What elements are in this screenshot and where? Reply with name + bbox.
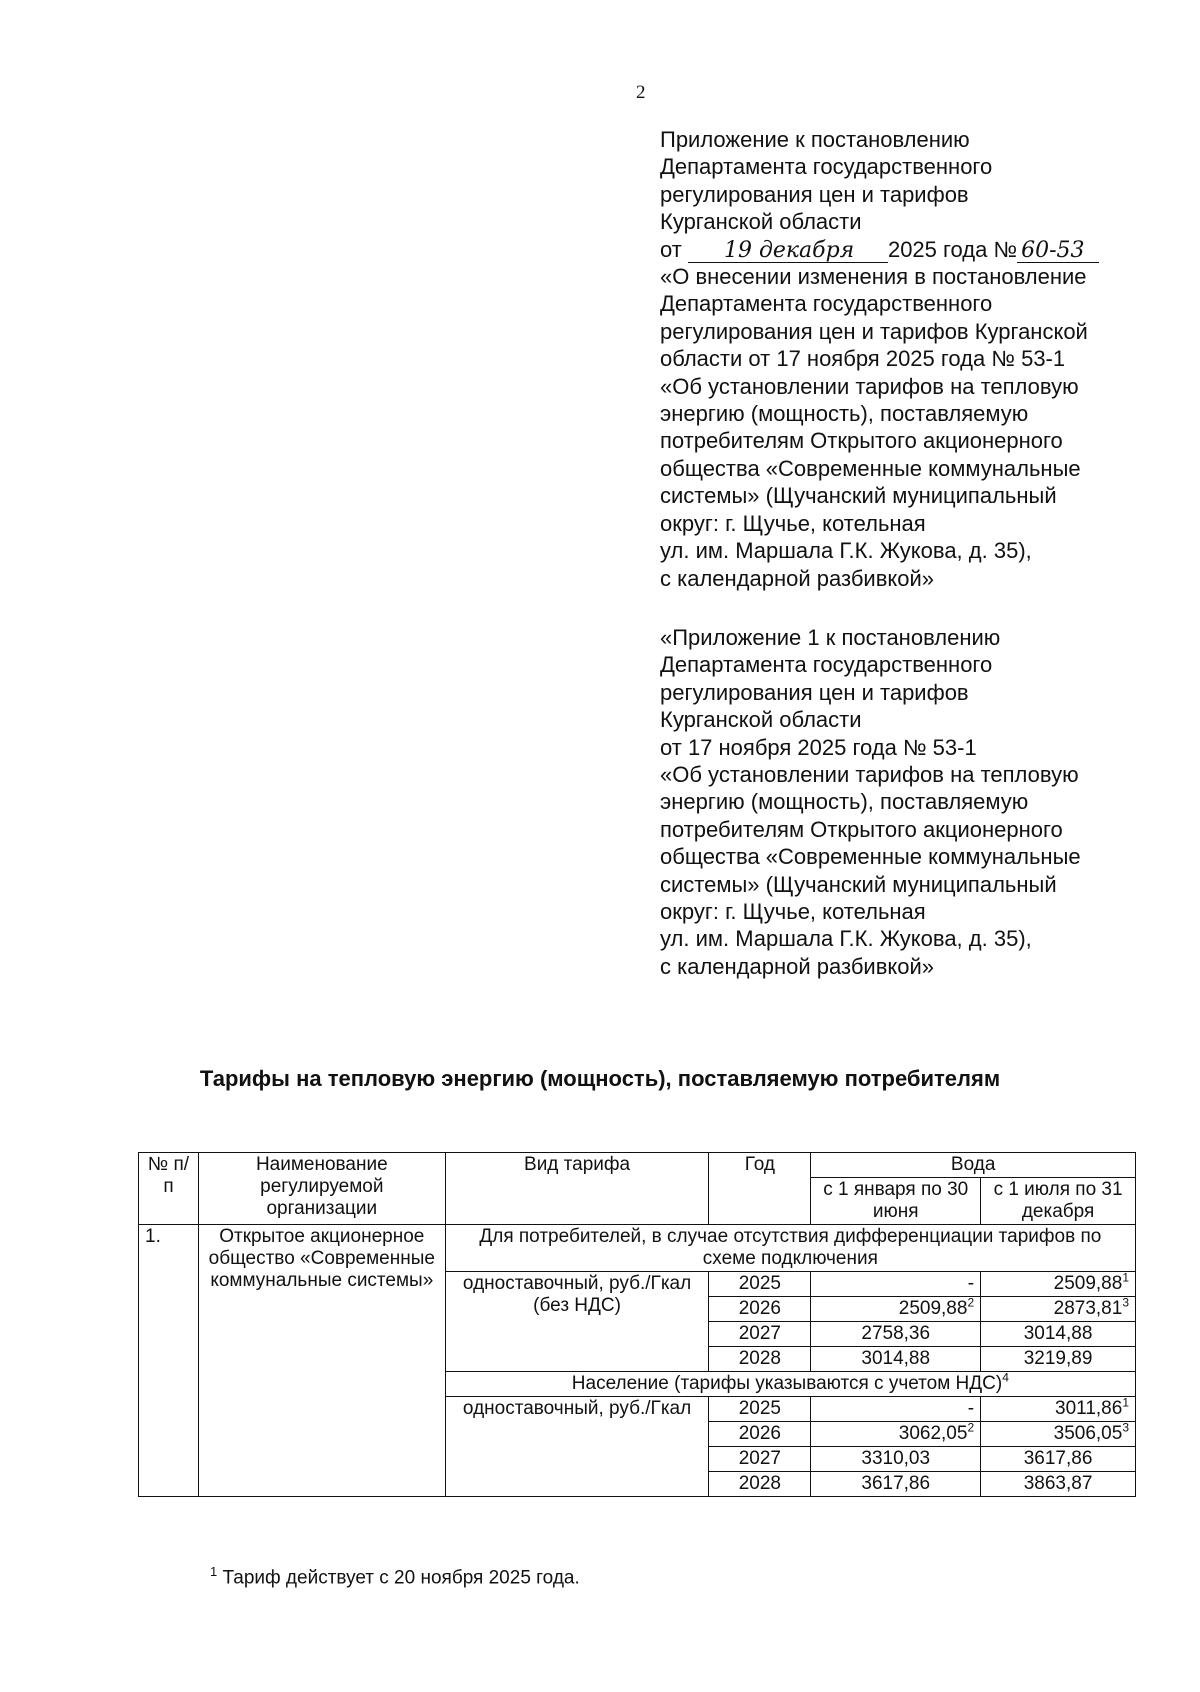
value-cell: -: [811, 1397, 981, 1422]
appendix1-line: Департамента государственного: [660, 652, 993, 678]
footnote-text: Тариф действует с 20 ноября 2025 года.: [222, 1567, 580, 1589]
table-title: Тарифы на тепловую энергию (мощность), поставляемую потребителям: [199, 1066, 1001, 1091]
appendix1-line: округ: г. Щучье, котельная: [660, 899, 926, 925]
year-cell: 2025: [709, 1272, 811, 1297]
value-cell: 3011,86$^1$: [981, 1397, 1136, 1422]
appendix-line: регулирования цен и тарифов: [660, 181, 969, 207]
header-type: Вид тарифа: [445, 1153, 709, 1225]
value-cell: 3506,05$^3$: [981, 1422, 1136, 1447]
header-num: № п/п: [139, 1153, 199, 1225]
appendix-line: Приложение к постановлению: [660, 127, 970, 152]
value-cell: 3617,86: [981, 1447, 1136, 1472]
year-cell: 2026: [709, 1297, 811, 1322]
appendix1-line: потребителям Открытого акционерного: [660, 816, 1063, 842]
header-year: Год: [709, 1153, 811, 1225]
footnote-mark: 1: [210, 1564, 218, 1579]
section2-type: одноставочный, руб./Гкал: [445, 1397, 709, 1497]
value-cell: 2758,36: [811, 1322, 981, 1347]
value-cell: 2509,88$^1$: [981, 1272, 1136, 1297]
appendix1-line: энергию (мощность), поставляемую: [660, 789, 1029, 815]
org-name: Открытое акционерное общество «Современные коммунальные системы»: [198, 1225, 445, 1497]
appendix-line: Департамента государственного: [660, 291, 993, 317]
value-cell: 3014,88: [811, 1347, 981, 1372]
appendix1-line: ул. им. Маршала Г.К. Жукова, д. 35),: [660, 926, 1032, 952]
appendix-line: «О внесении изменения в постановление: [660, 264, 1087, 290]
year-cell: 2028: [709, 1472, 811, 1497]
value-cell: 2509,88$^2$: [811, 1297, 981, 1322]
appendix-line: области от 17 ноября 2025 года № 53-1: [660, 346, 1066, 372]
appendix-line: «Об установлении тарифов на тепловую: [660, 373, 1079, 399]
section1-title: Для потребителей, в случае отсутствия дифференциации тарифов по схеме подключения: [445, 1225, 1135, 1272]
header-period1: с 1 января по 30 июня: [811, 1178, 981, 1225]
year-cell: 2028: [709, 1347, 811, 1372]
year-cell: 2026: [709, 1422, 811, 1447]
value-cell: 3219,89: [981, 1347, 1136, 1372]
value-cell: -: [811, 1272, 981, 1297]
value-cell: 3617,86: [811, 1472, 981, 1497]
appendix-line: потребителям Открытого акционерного: [660, 428, 1063, 454]
header-water: Вода: [811, 1153, 1136, 1178]
page-number: 2: [636, 82, 646, 103]
handwritten-number: 60-53: [1017, 240, 1099, 263]
value-cell: 3062,05$^2$: [811, 1422, 981, 1447]
appendix1-line: от 17 ноября 2025 года № 53-1: [660, 734, 977, 760]
appendix1-line: «Приложение 1 к постановлению: [660, 625, 1001, 650]
appendix1-line: регулирования цен и тарифов: [660, 679, 969, 705]
table-header-row: [139, 1153, 1136, 1178]
appendix1-line: системы» (Щучанский муниципальный: [660, 871, 1057, 897]
year-cell: 2027: [709, 1447, 811, 1472]
appendix-header: [660, 126, 1160, 592]
appendix-line: ул. им. Маршала Г.К. Жукова, д. 35),: [660, 538, 1032, 564]
appendix1-line: Курганской области: [660, 707, 862, 733]
appendix-date-line: [660, 236, 1160, 263]
appendix-line: общества «Современные коммунальные: [660, 455, 1081, 481]
appendix1-line: с календарной разбивкой»: [660, 953, 935, 979]
appendix1-line: «Об установлении тарифов на тепловую: [660, 762, 1079, 788]
appendix-line: энергию (мощность), поставляемую: [660, 401, 1029, 427]
appendix-line: Курганской области: [660, 209, 862, 235]
value-cell: 3014,88: [981, 1322, 1136, 1347]
value-cell: 2873,81$^3$: [981, 1297, 1136, 1322]
date-suffix: 2025 года №: [887, 236, 1018, 262]
row-number: 1.: [139, 1225, 199, 1497]
value-cell: 3863,87: [981, 1472, 1136, 1497]
appendix-line: регулирования цен и тарифов Курганской: [660, 318, 1088, 344]
section1-type: одноставочный, руб./Гкал (без НДС): [445, 1272, 709, 1372]
appendix1-header: [660, 624, 1160, 980]
appendix-line: Департамента государственного: [660, 154, 993, 180]
appendix-line: округ: г. Щучье, котельная: [660, 510, 926, 536]
value-cell: 3310,03: [811, 1447, 981, 1472]
year-cell: 2025: [709, 1397, 811, 1422]
header-org: Наименование регулируемой организации: [198, 1153, 445, 1225]
appendix-line: системы» (Щучанский муниципальный: [660, 483, 1057, 509]
footnote: [210, 1564, 580, 1589]
tariff-table: [138, 1152, 1136, 1497]
handwritten-date: 19 декабря: [688, 240, 888, 263]
appendix-line: с календарной разбивкой»: [660, 565, 935, 591]
appendix1-line: общества «Современные коммунальные: [660, 844, 1081, 870]
section2-title: Население (тарифы указываются с учетом НДС)$^4$: [445, 1372, 1135, 1397]
table-row: [139, 1225, 1136, 1272]
date-prefix: от: [660, 236, 682, 262]
year-cell: 2027: [709, 1322, 811, 1347]
header-period2: с 1 июля по 31 декабря: [981, 1178, 1136, 1225]
